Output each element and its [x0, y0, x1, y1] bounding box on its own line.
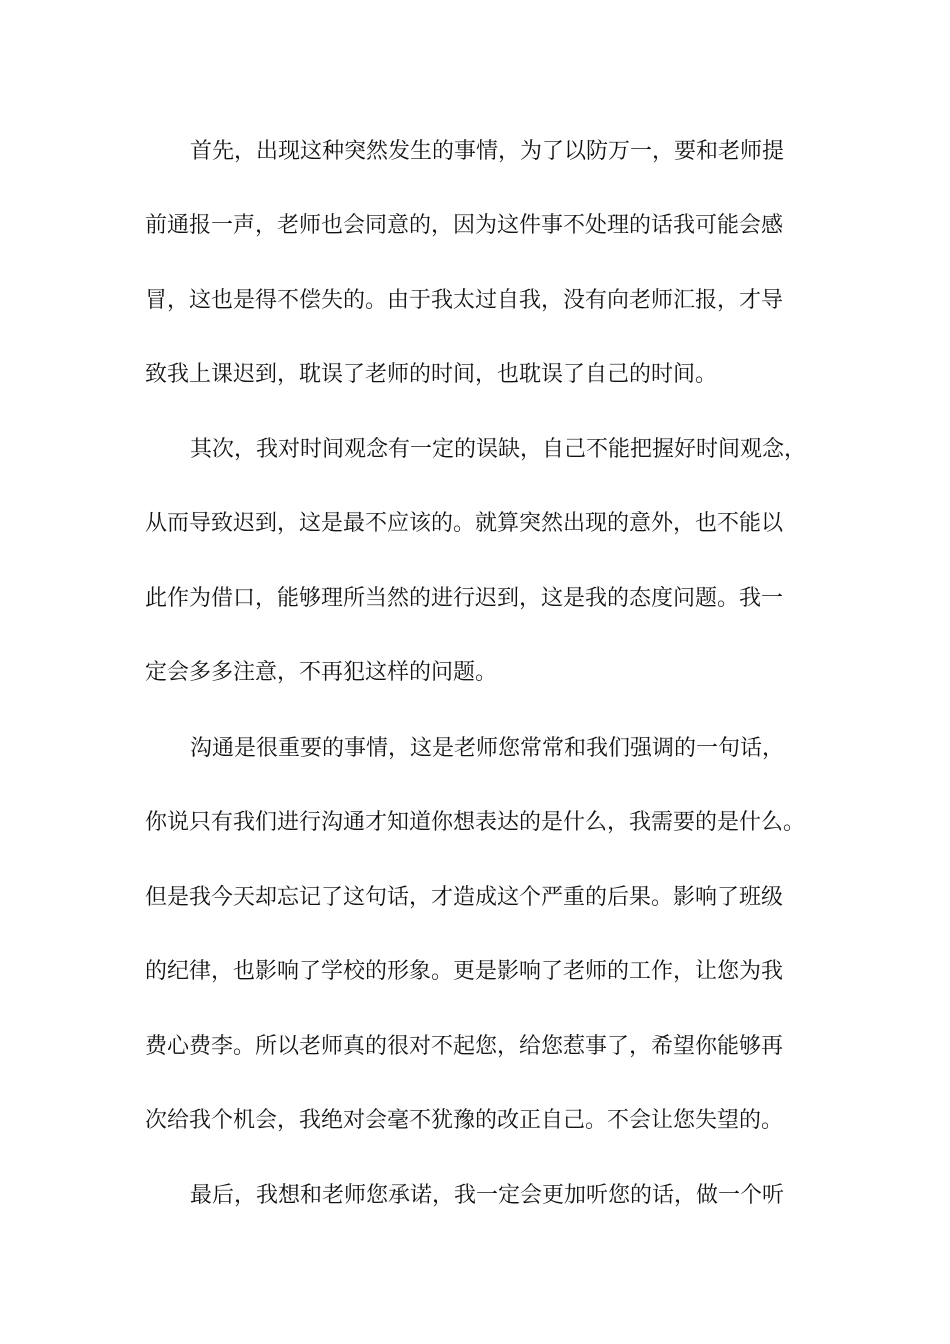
paragraph-4-line-1: 最后，我想和老师您承诺，我一定会更加听您的话，做一个听 [190, 1183, 785, 1208]
paragraph-3-line-2: 你说只有我们进行沟通才知道你想表达的是什么，我需要的是什么。 [145, 810, 806, 835]
paragraph-3-line-3: 但是我今天却忘记了这句话，才造成这个严重的后果。影响了班级 [145, 885, 784, 910]
paragraph-2-line-4: 定会多多注意，不再犯这样的问题。 [145, 660, 498, 685]
paragraph-2-line-1: 其次，我对时间观念有一定的误缺，自己不能把握好时间观念， [190, 437, 807, 462]
paragraph-1-line-2: 前通报一声，老师也会同意的，因为这件事不处理的话我可能会感 [145, 213, 784, 238]
paragraph-3-line-6: 次给我个机会，我绝对会毫不犹豫的改正自己。不会让您失望的。 [145, 1108, 784, 1133]
paragraph-1-line-3: 冒，这也是得不偿失的。由于我太过自我，没有向老师汇报，才导 [145, 288, 784, 313]
paragraph-2-line-2: 从而导致迟到，这是最不应该的。就算突然出现的意外，也不能以 [145, 511, 784, 536]
paragraph-2-line-3: 此作为借口，能够理所当然的进行迟到，这是我的态度问题。我一 [145, 586, 784, 611]
paragraph-3-line-5: 费心费李。所以老师真的很对不起您，给您惹事了，希望你能够再 [145, 1034, 784, 1059]
paragraph-1-line-1: 首先，出现这种突然发生的事情，为了以防万一，要和老师提 [190, 139, 785, 164]
paragraph-1-line-4: 致我上课迟到，耽误了老师的时间，也耽误了自己的时间。 [145, 362, 718, 387]
paragraph-3-line-1: 沟通是很重要的事情，这是老师您常常和我们强调的一句话， [190, 736, 785, 761]
paragraph-3-line-4: 的纪律，也影响了学校的形象。更是影响了老师的工作，让您为我 [145, 959, 784, 984]
